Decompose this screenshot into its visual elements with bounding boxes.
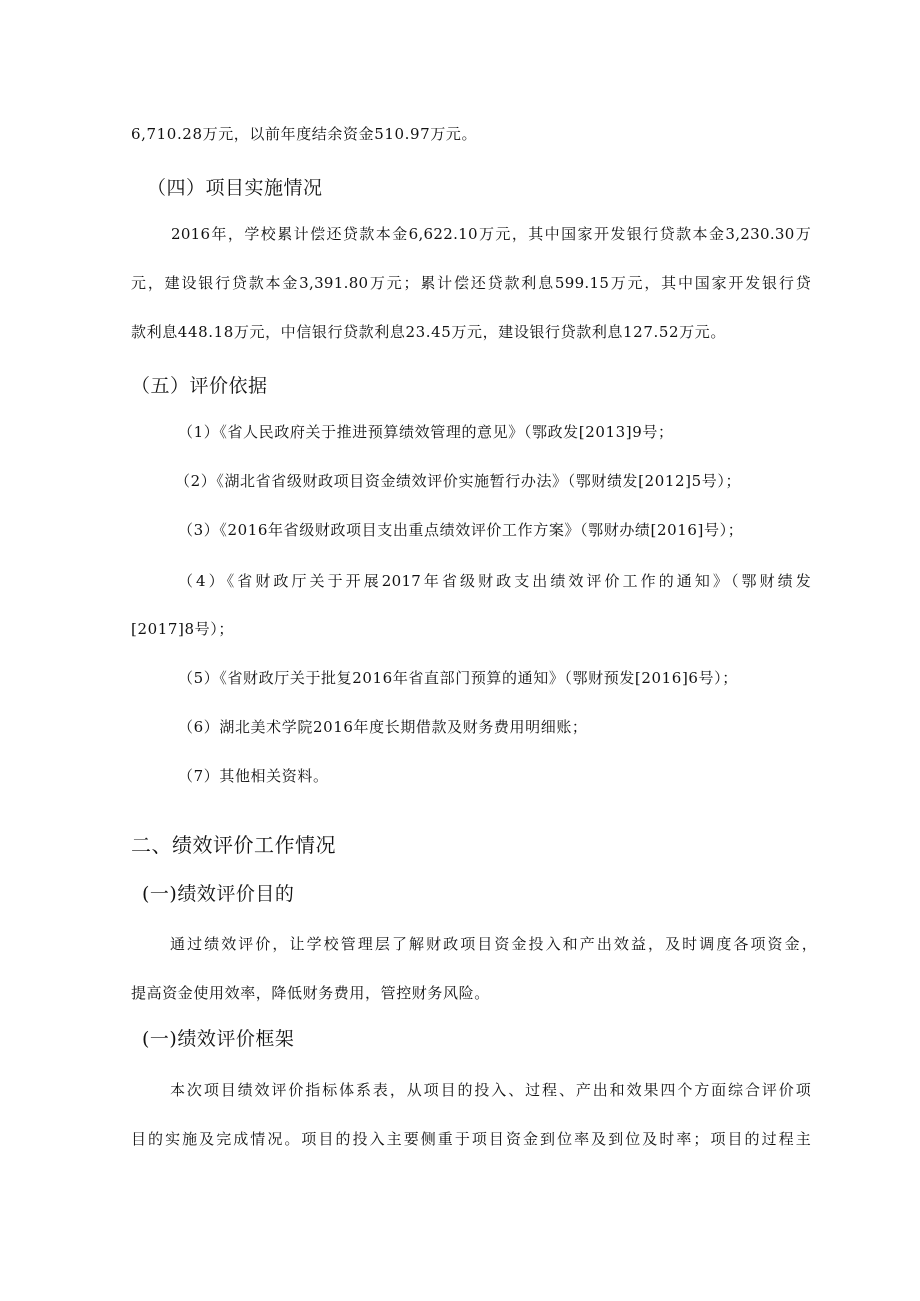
- paragraph-line: 元，建设银行贷款本金3,391.80万元；累计偿还贷款利息599.15万元，其中国家开发银行贷: [131, 274, 811, 292]
- basis-item: （1）《省人民政府关于推进预算绩效管理的意见》（鄂政发[2013]9号；: [178, 423, 674, 441]
- paragraph-line: 通过绩效评价，让学校管理层了解财政项目资金投入和产出效益，及时调度各项资金，: [170, 935, 817, 953]
- basis-item: （3）《2016年省级财政项目支出重点绩效评价工作方案》（鄂财办绩[2016]号）；: [178, 521, 744, 539]
- paragraph-line: 本次项目绩效评价指标体系表，从项目的投入、过程、产出和效果四个方面综合评价项: [170, 1081, 811, 1099]
- paragraph-line: 6,710.28万元，以前年度结余资金510.97万元。: [131, 125, 478, 143]
- paragraph-line: 款利息448.18万元，中信银行贷款利息23.45万元，建设银行贷款利息127.52万元。: [131, 323, 726, 341]
- chapter-heading: 二、绩效评价工作情况: [131, 833, 336, 857]
- section-heading: （五）评价依据: [131, 375, 268, 397]
- basis-item-continuation: [2017]8号）；: [131, 620, 234, 638]
- section-heading: （四）项目实施情况: [147, 177, 323, 199]
- paragraph-line: 2016年，学校累计偿还贷款本金6,622.10万元，其中国家开发银行贷款本金3,230.30万: [171, 225, 811, 243]
- subsection-heading: (一)绩效评价框架: [142, 1028, 295, 1050]
- basis-item: （5）《省财政厅关于批复2016年省直部门预算的通知》（鄂财预发[2016]6号）；: [178, 669, 738, 687]
- subsection-heading: (一)绩效评价目的: [142, 883, 295, 905]
- basis-item: （2）《湖北省省级财政项目资金绩效评价实施暂行办法》（鄂财绩发[2012]5号）；: [175, 472, 742, 490]
- paragraph-line: 提高资金使用效率，降低财务费用，管控财务风险。: [131, 984, 490, 1002]
- basis-item: （4）《省财政厅关于开展2017年省级财政支出绩效评价工作的通知》（鄂财绩发: [178, 572, 811, 590]
- basis-item: （7）其他相关资料。: [178, 767, 329, 785]
- basis-item: （6）湖北美术学院2016年度长期借款及财务费用明细账；: [178, 718, 588, 736]
- paragraph-line: 目的实施及完成情况。项目的投入主要侧重于项目资金到位率及到位及时率；项目的过程主: [131, 1130, 811, 1148]
